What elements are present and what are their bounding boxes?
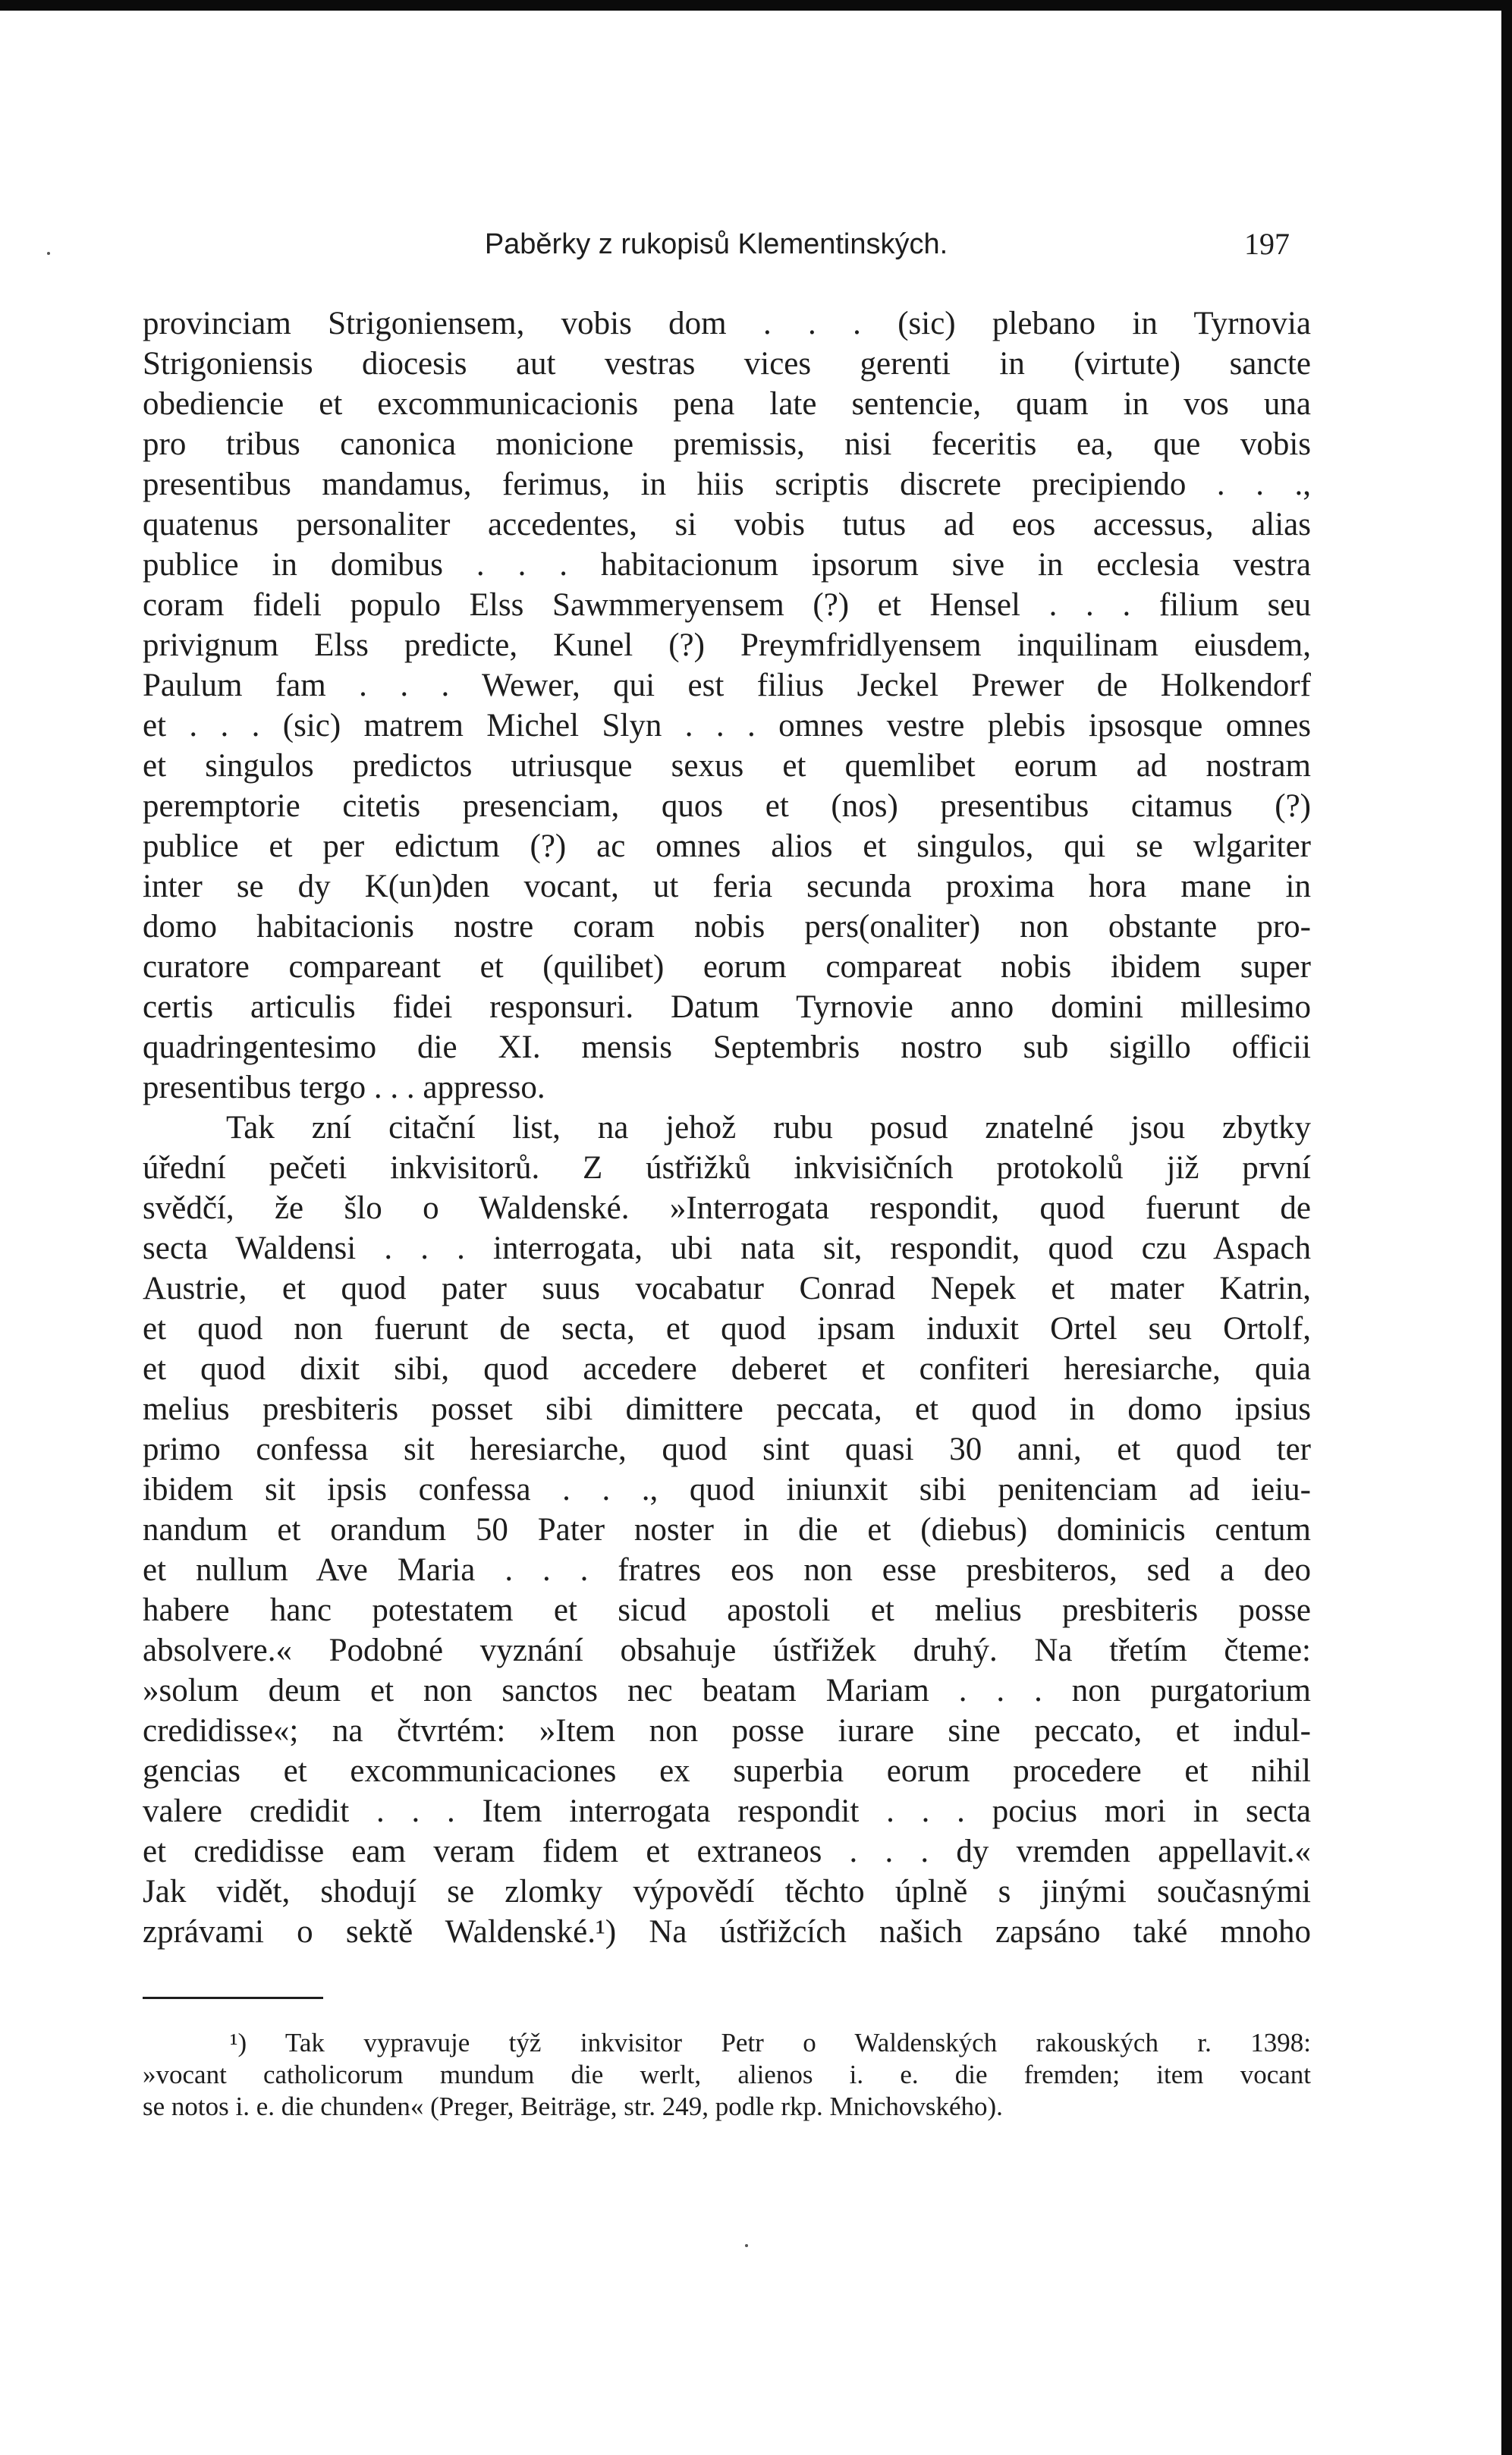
footnote-line: ¹) Tak vypravuje týž inkvisitor Petr o Waldenských rakouských r. 1398: [230,2028,1311,2057]
text-line: primo confessa sit heresiarche, quod sint quasi 30 anni, et quod ter [143,1432,1311,1467]
text-line: et credidisse eam veram fidem et extraneos . . . dy vremden appellavit.« [143,1834,1311,1869]
text-line: provinciam Strigoniensem, vobis dom . . . (sic) plebano in Tyrnovia [143,306,1311,341]
text-line: Jak vidět, shodují se zlomky výpovědí těchto úplně s jinými současnými [143,1874,1311,1910]
text-line: presentibus mandamus, ferimus, in hiis scriptis discrete precipiendo . . ., [143,467,1311,502]
footnotes [143,2027,1311,2123]
text-line: inter se dy K(un)den vocant, ut feria secunda proxima hora mane in [143,869,1311,904]
scan-border-right [1501,0,1512,2455]
text-line: peremptorie citetis presenciam, quos et (nos) presentibus citamus (?) [143,788,1311,824]
footnote-line: »vocant catholicorum mundum die werlt, alienos i. e. die fremden; item vocant [143,2060,1311,2089]
text-line: certis articulis fidei responsuri. Datum Tyrnovie anno domini millesimo [143,989,1311,1025]
text-line: nandum et orandum 50 Pater noster in die et (diebus) dominicis centum [143,1512,1311,1548]
text-line: et singulos predictos utriusque sexus et quemlibet eorum ad nostram [143,748,1311,784]
text-line: et . . . (sic) matrem Michel Slyn . . . omnes vestre plebis ipsosque omnes [143,708,1311,743]
text-line: ibidem sit ipsis confessa . . ., quod iniunxit sibi penitenciam ad ieiu- [143,1472,1311,1507]
paragraph-start-line: Tak zní citační list, na jehož rubu posud znatelné jsou zbytky [226,1110,1311,1146]
text-line: valere credidit . . . Item interrogata respondit . . . pocius mori in secta [143,1793,1311,1829]
text-line: publice in domibus . . . habitacionum ipsorum sive in ecclesia vestra [143,547,1311,583]
footnote-line: se notos i. e. die chunden« (Preger, Beiträge, str. 249, podle rkp. Mnichovského). [143,2092,1003,2121]
body-text [143,303,1311,1952]
text-line: presentibus tergo . . . appresso. [143,1070,545,1105]
text-line: quatenus personaliter accedentes, si vobis tutus ad eos accessus, alias [143,507,1311,542]
footnote-separator [143,1997,323,1999]
text-line: úřední pečeti inkvisitorů. Z ústřižků inkvisičních protokolů již první [143,1150,1311,1186]
text-line: et quod non fuerunt de secta, et quod ipsam induxit Ortel seu Ortolf, [143,1311,1311,1347]
text-line: habere hanc potestatem et sicud apostoli et melius presbiteris posse [143,1592,1311,1628]
text-line: curatore compareant et (quilibet) eorum compareat nobis ibidem super [143,949,1311,985]
text-line: svědčí, že šlo o Waldenské. »Interrogata respondit, quod fuerunt de [143,1190,1311,1226]
text-line: coram fideli populo Elss Sawmmeryensem (?) et Hensel . . . filium seu [143,587,1311,623]
scan-speck [745,2244,748,2247]
text-line: credidisse«; na čtvrtém: »Item non posse iurare sine peccato, et indul- [143,1713,1311,1749]
text-line: zprávami o sektě Waldenské.¹) Na ústřižcích našich zapsáno také mnoho [143,1914,1311,1950]
text-line: »solum deum et non sanctos nec beatam Mariam . . . non purgatorium [143,1673,1311,1708]
page-number: 197 [1244,227,1290,261]
text-line: et nullum Ave Maria . . . fratres eos non esse presbiteros, sed a deo [143,1552,1311,1588]
text-line: obediencie et excommunicacionis pena late sentencie, quam in vos una [143,386,1311,422]
text-line: publice et per edictum (?) ac omnes alios et singulos, qui se wlgariter [143,828,1311,864]
text-line: quadringentesimo die XI. mensis Septembris nostro sub sigillo officii [143,1029,1311,1065]
text-line: Strigoniensis diocesis aut vestras vices gerenti in (virtute) sancte [143,346,1311,382]
text-line: pro tribus canonica monicione premissis, nisi feceritis ea, que vobis [143,426,1311,462]
text-line: et quod dixit sibi, quod accedere deberet et confiteri heresiarche, quia [143,1351,1311,1387]
scan-border-top [0,0,1512,11]
running-title: Paběrky z rukopisů Klementinských. [484,228,948,260]
text-line: gencias et excommunicaciones ex superbia eorum procedere et nihil [143,1753,1311,1789]
text-line: secta Waldensi . . . interrogata, ubi nata sit, respondit, quod czu Aspach [143,1231,1311,1266]
scan-speck [47,252,50,255]
text-line: domo habitacionis nostre coram nobis pers(onaliter) non obstante pro- [143,909,1311,945]
text-line: privignum Elss predicte, Kunel (?) Preymfridlyensem inquilinam eiusdem, [143,627,1311,663]
text-line: absolvere.« Podobné vyznání obsahuje ústřižek druhý. Na třetím čteme: [143,1633,1311,1668]
text-line: Austrie, et quod pater suus vocabatur Conrad Nepek et mater Katrin, [143,1271,1311,1306]
text-line: melius presbiteris posset sibi dimittere peccata, et quod in domo ipsius [143,1391,1311,1427]
text-line: Paulum fam . . . Wewer, qui est filius Jeckel Prewer de Holkendorf [143,668,1311,703]
page-header [143,225,1290,264]
